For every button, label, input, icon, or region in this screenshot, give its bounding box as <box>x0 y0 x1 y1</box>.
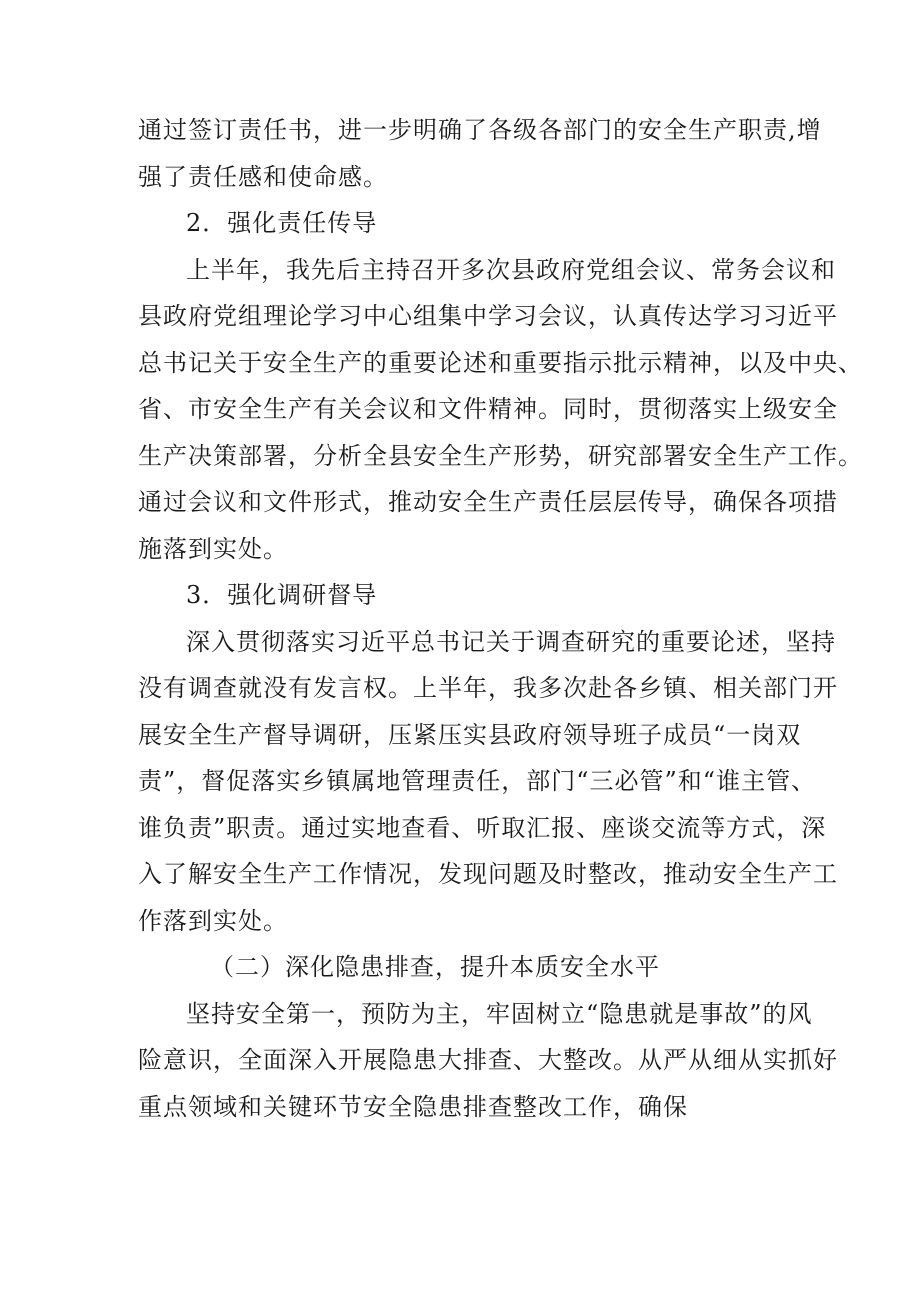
text-line: 省、市安全生产有关会议和文件精神。同时，贯彻落实上级安全 <box>138 395 838 423</box>
text-line: 险意识，全面深入开展隐患大排查、大整改。从严从细从实抓好 <box>138 1046 838 1074</box>
section-heading-hazard-inspection: （二）深化隐患排查，提升本质安全水平 <box>210 953 660 981</box>
text-line: 总书记关于安全生产的重要论述和重要指示批示精神，以及中央、 <box>138 348 863 377</box>
text-line: 通过会议和文件形式，推动安全生产责任层层传导，确保各项措 <box>138 488 838 516</box>
text-line: 作落到实处。 <box>138 906 288 935</box>
text-line: 入了解安全生产工作情况，发现问题及时整改，推动安全生产工 <box>138 860 838 888</box>
text-line: 强了责任感和使命感。 <box>138 162 388 191</box>
text-line: 责”，督促落实乡镇属地管理责任，部门“三必管”和“谁主管、 <box>138 767 817 795</box>
text-line: 重点领域和关键环节安全隐患排查整改工作，确保 <box>138 1092 688 1121</box>
text-line: 没有调查就没有发言权。上半年，我多次赴各乡镇、相关部门开 <box>138 674 838 702</box>
subheading-strengthen-responsibility: 2．强化责任传导 <box>186 209 378 237</box>
text-line: 上半年，我先后主持召开多次县政府党组会议、常务会议和 <box>186 255 836 284</box>
subheading-strengthen-supervision: 3．强化调研督导 <box>186 581 378 609</box>
text-line: 深入贯彻落实习近平总书记关于调查研究的重要论述，坚持 <box>186 627 836 656</box>
document-body <box>138 107 863 1130</box>
text-line: 施落到实处。 <box>138 534 288 563</box>
text-line: 谁负责”职责。通过实地查看、听取汇报、座谈交流等方式，深 <box>138 813 827 842</box>
text-line: 坚持安全第一，预防为主，牢固树立“隐患就是事故”的风 <box>186 999 813 1028</box>
text-line: 通过签订责任书，进一步明确了各级各部门的安全生产职责,增 <box>138 116 822 144</box>
text-line: 展安全生产督导调研，压紧压实县政府领导班子成员“一岗双 <box>138 720 802 749</box>
text-line: 县政府党组理论学习中心组集中学习会议，认真传达学习习近平 <box>138 302 838 330</box>
text-line: 生产决策部署，分析全县安全生产形势，研究部署安全生产工作。 <box>138 441 863 470</box>
